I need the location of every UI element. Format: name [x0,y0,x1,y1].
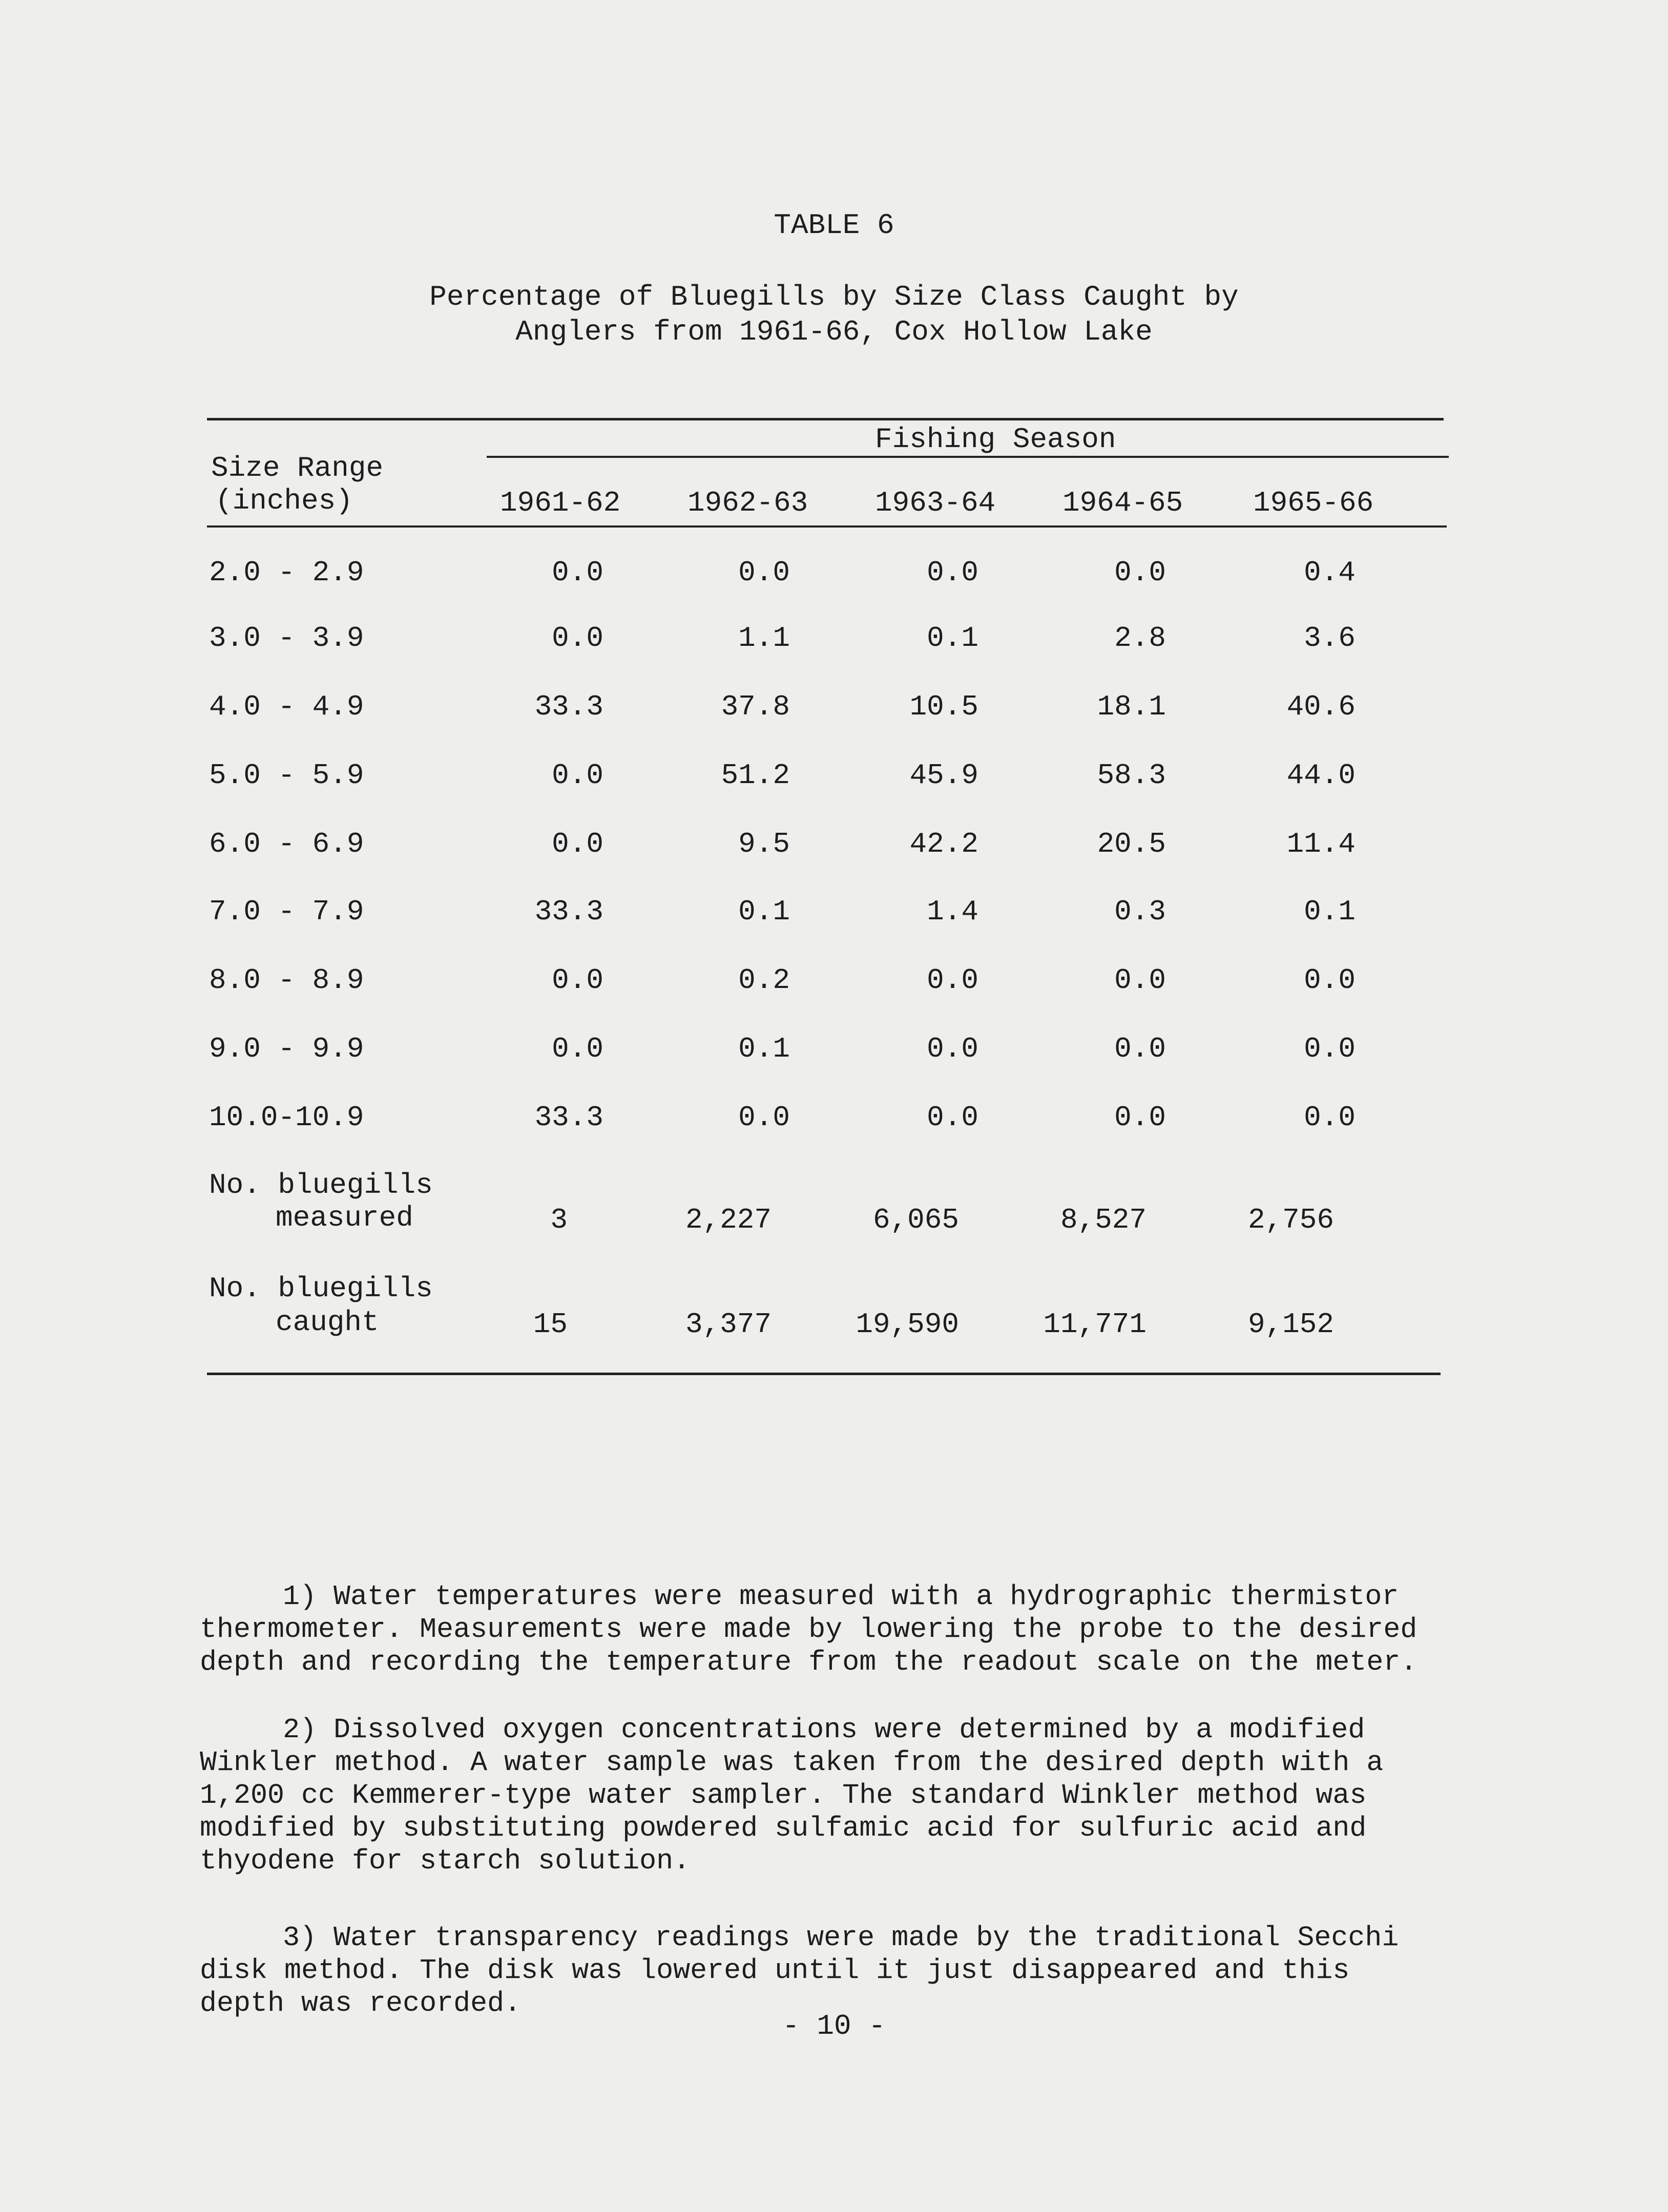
table-bottom-rule [207,1373,1441,1375]
table-cell: 3.6 [1304,622,1356,655]
table-label: TABLE 6 [774,209,894,242]
table-cell: 2,756 [1247,1204,1334,1236]
table-cell: 0.0 [552,1033,603,1065]
table-cell: 6,065 [872,1204,959,1236]
table-cell: 3 [550,1204,568,1236]
group-header-fishing-season: Fishing Season [875,423,1116,456]
group-header-rule [487,456,1449,458]
totals-label-line-1: No. bluegills [209,1272,433,1305]
header-bottom-rule [207,525,1447,528]
table-cell: 37.8 [721,690,790,723]
table-title-line-2: Anglers from 1961-66, Cox Hollow Lake [515,315,1153,348]
table-cell: 20.5 [1097,828,1166,860]
table-cell: 33.3 [534,895,603,928]
table-cell: 11.4 [1286,828,1356,860]
totals-label-line-2: caught [276,1306,379,1339]
column-header: 1961-62 [500,487,621,519]
table-cell: 0.0 [927,1033,978,1065]
totals-label-line-2: measured [276,1202,413,1234]
size-range-label: 5.0 - 5.9 [209,759,364,792]
table-cell: 11,771 [1043,1308,1146,1341]
table-cell: 0.3 [1114,895,1166,928]
table-cell: 58.3 [1097,759,1166,792]
table-cell: 3,377 [685,1308,772,1341]
table-cell: 0.2 [738,964,790,997]
column-header: 1963-64 [875,487,996,519]
table-cell: 2.8 [1114,622,1166,655]
table-cell: 0.0 [1114,1101,1166,1134]
table-cell: 44.0 [1286,759,1356,792]
table-cell: 0.0 [1304,1033,1356,1065]
table-cell: 15 [533,1308,568,1341]
page-number: - 10 - [782,2010,886,2042]
table-cell: 0.1 [738,1033,790,1065]
table-cell: 0.0 [738,1101,790,1134]
row-header-size-range: Size Range [211,452,384,484]
table-cell: 19,590 [856,1308,959,1341]
table-cell: 0.0 [927,964,978,997]
table-cell: 2,227 [685,1204,772,1236]
table-cell: 0.0 [1304,1101,1356,1134]
totals-label-line-1: No. bluegills [209,1169,433,1202]
table-cell: 33.3 [534,1101,603,1134]
table-title-line-1: Percentage of Bluegills by Size Class Caught by [429,281,1239,313]
size-range-label: 3.0 - 3.9 [209,622,364,655]
table-cell: 8,527 [1060,1204,1146,1236]
size-range-label: 2.0 - 2.9 [209,556,364,589]
table-cell: 0.0 [1114,964,1166,997]
size-range-label: 6.0 - 6.9 [209,828,364,860]
table-cell: 10.5 [909,690,978,723]
note-paragraph-2: 2) Dissolved oxygen concentrations were determined by a modified Winkler method. A water sample was taken from the desired depth with a 1,200 cc Kemmerer-type water sampler. The standard Winkler method was modified by substituting powdered sulfamic acid for sulfuric acid and thyodene for starch solution. [200,1714,1384,1877]
table-cell: 9.5 [738,828,790,860]
table-cell: 18.1 [1097,690,1166,723]
note-paragraph-3: 3) Water transparency readings were made by the traditional Secchi disk method. The disk was lowered until it just disappeared and this depth was recorded. [200,1922,1399,2019]
row-header-inches: (inches) [215,484,353,517]
size-range-label: 7.0 - 7.9 [209,895,364,928]
table-cell: 0.1 [927,622,978,655]
table-cell: 0.0 [552,622,603,655]
column-header: 1964-65 [1062,487,1183,519]
table-cell: 40.6 [1286,690,1356,723]
table-cell: 51.2 [721,759,790,792]
table-cell: 1.1 [738,622,790,655]
note-paragraph-1: 1) Water temperatures were measured with a hydrographic thermistor thermometer. Measurements were made by lowering the probe to the desired depth and recording the temperature from the readout scale on the meter. [200,1581,1417,1678]
table-cell: 0.0 [552,759,603,792]
table-cell: 33.3 [534,690,603,723]
table-cell: 0.0 [1304,964,1356,997]
table-cell: 1.4 [927,895,978,928]
table-cell: 0.0 [552,556,603,589]
table-cell: 9,152 [1247,1308,1334,1341]
size-range-label: 10.0-10.9 [209,1101,364,1134]
table-cell: 0.0 [1114,1033,1166,1065]
table-cell: 0.4 [1304,556,1356,589]
table-cell: 0.0 [552,828,603,860]
table-cell: 0.1 [1304,895,1356,928]
column-header: 1965-66 [1253,487,1374,519]
size-range-label: 4.0 - 4.9 [209,690,364,723]
table-cell: 0.0 [927,556,978,589]
table-cell: 0.0 [738,556,790,589]
size-range-label: 9.0 - 9.9 [209,1033,364,1065]
table-cell: 0.0 [1114,556,1166,589]
table-cell: 45.9 [909,759,978,792]
table-top-rule [207,418,1444,420]
table-cell: 0.0 [552,964,603,997]
size-range-label: 8.0 - 8.9 [209,964,364,997]
table-cell: 42.2 [909,828,978,860]
column-header: 1962-63 [687,487,808,519]
table-cell: 0.0 [927,1101,978,1134]
table-cell: 0.1 [738,895,790,928]
